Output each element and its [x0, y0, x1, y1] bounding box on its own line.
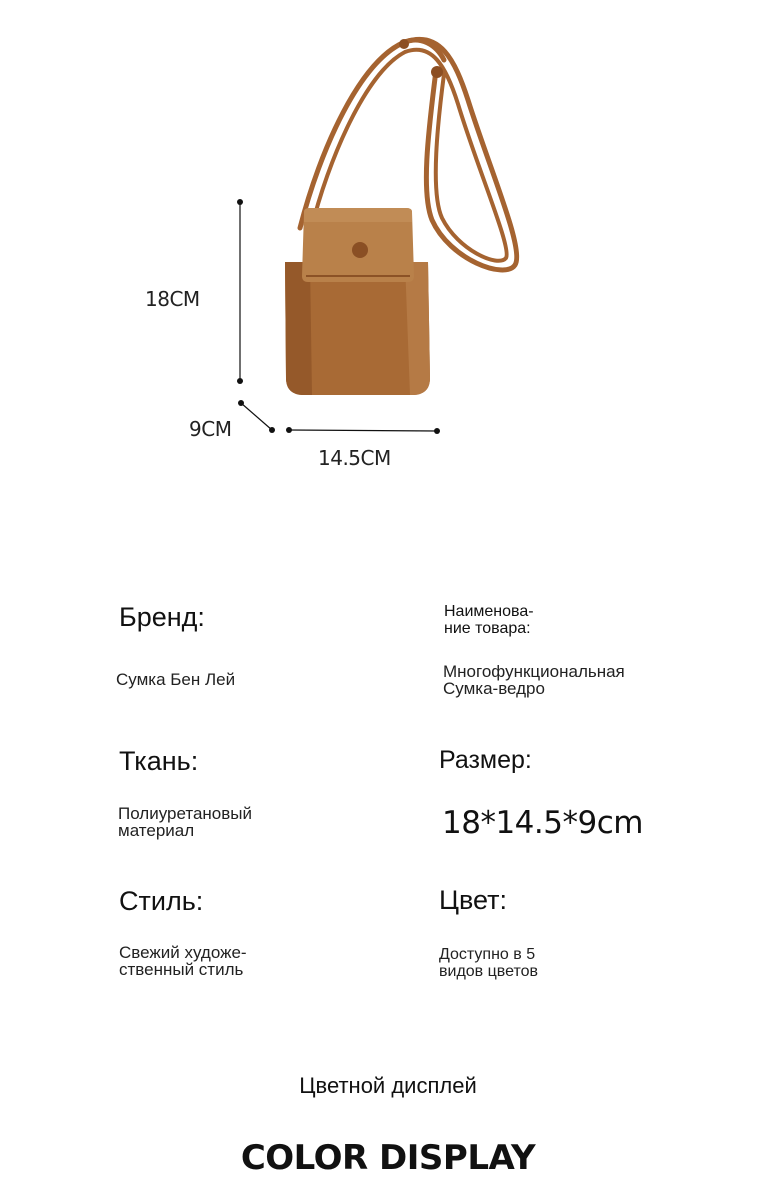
color-display-subtitle: Цветной дисплей — [299, 1073, 477, 1098]
product-name-label: Наименова- ние товара: — [444, 603, 534, 637]
color-label: Цвет: — [439, 885, 508, 915]
brand-value: Сумка Бен Лей — [116, 670, 236, 689]
depth-dimension-label: 9CM — [189, 417, 232, 441]
fabric-label: Ткань: — [119, 746, 199, 776]
style-value: Свежий художе- ственный стиль — [119, 943, 247, 979]
color-display-heading: COLOR DISPLAY — [240, 1138, 536, 1178]
height-dimension-label: 18CM — [145, 287, 200, 311]
bag-button — [352, 242, 368, 258]
style-label: Стиль: — [119, 886, 204, 916]
bag-illustration — [0, 0, 776, 520]
product-name-value: Многофункциональная Сумка-ведро — [443, 662, 625, 698]
brand-label: Бренд: — [119, 602, 205, 632]
color-value: Доступно в 5 видов цветов — [439, 946, 539, 980]
width-dimension-label: 14.5CM — [318, 446, 391, 470]
fabric-value: Полиуретановый материал — [118, 804, 253, 840]
size-label: Размер: — [439, 746, 532, 774]
size-value: 18*14.5*9cm — [442, 805, 643, 841]
